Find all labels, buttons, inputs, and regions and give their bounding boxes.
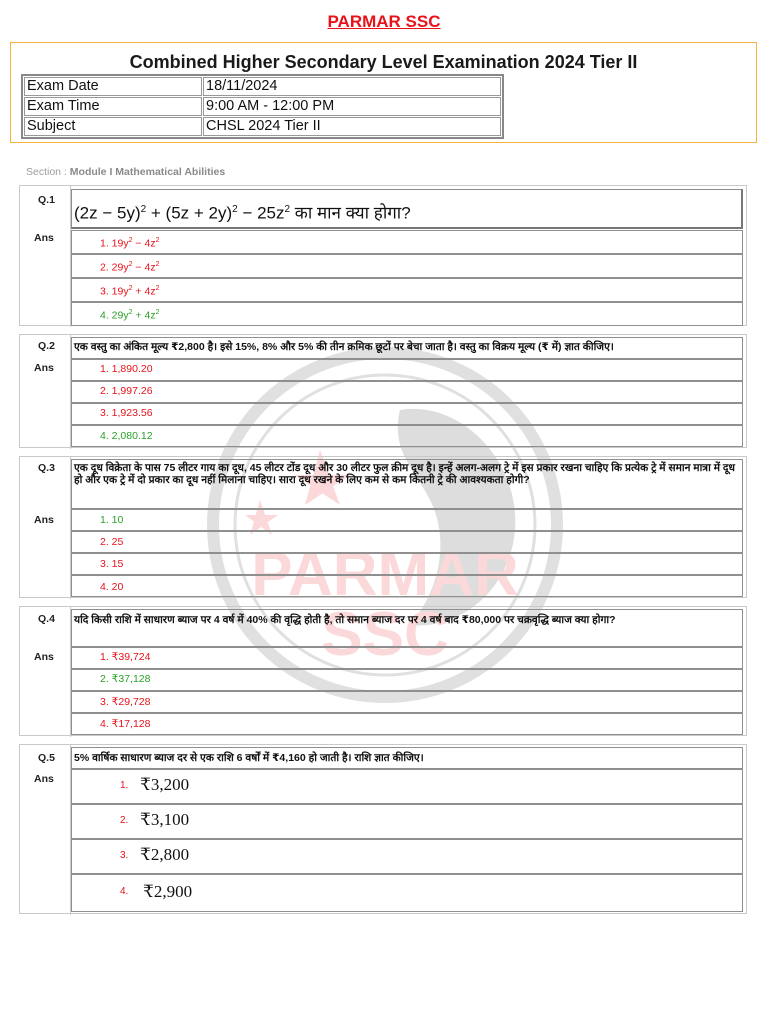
question-text: एक दूध विक्रेता के पास 75 लीटर गाय का दूध, 45 लीटर टोंड दूध और 30 लीटर फुल क्रीम दूध है। इन्हें अलग-अलग ट्रे में इस प्रकार रखना चाहिए कि प्रत्येक ट्रे में समान मात्रा में दूध हो और एक ट्रे में दो प्रकार का दूध नहीं मिलाना चाहिए। सारा दूध रखने के लिए कम से कम कितनी ट्रे की आवश्यकता होगी?	[74, 462, 735, 486]
brand-title: PARMAR SSC	[327, 12, 441, 31]
info-value: 18/11/2024	[203, 77, 501, 96]
watermark-text-2: SSC	[321, 600, 449, 669]
answer-label: Ans	[34, 362, 54, 374]
question-number: Q.4	[38, 613, 55, 625]
option-3: 3. $19y^2 + 4z^2$	[100, 285, 160, 298]
option-1: 1. $19y^2 - 4z^2$	[100, 237, 160, 250]
option-1: ₹3,200	[140, 775, 190, 794]
option-1: 1. ₹39,724	[100, 651, 151, 663]
option-3: 3. 15	[100, 558, 124, 570]
exam-header	[10, 42, 757, 143]
answer-label: Ans	[34, 232, 54, 244]
option-2: 2. 1,997.26	[100, 385, 153, 397]
section-label	[26, 166, 225, 178]
section-prefix: Section :	[26, 166, 70, 178]
answer-label: Ans	[34, 773, 54, 785]
option-1: 1. 1,890.20	[100, 363, 153, 375]
question-text: $(2z - 5y)^2 + (5z + 2y)^2 - 25z^2$ का मान क्या होगा?	[74, 203, 411, 223]
option-4: 4. ₹17,128	[100, 718, 151, 730]
question-block-5	[19, 744, 747, 914]
question-number: Q.1	[38, 194, 55, 206]
question-block-1	[19, 185, 747, 326]
answer-label: Ans	[34, 651, 54, 663]
info-label: Exam Date	[24, 77, 202, 96]
info-row-time	[24, 97, 501, 116]
option-4: 4. 20	[100, 581, 124, 593]
option-1-number: 1.	[120, 780, 129, 791]
option-2-correct: 2. ₹37,128	[100, 673, 151, 685]
question-number: Q.3	[38, 462, 55, 474]
option-2: ₹3,100	[140, 810, 190, 829]
option-1-correct: 1. 10	[100, 514, 124, 526]
option-2: 2. 25	[100, 536, 124, 548]
option-2-number: 2.	[120, 815, 129, 826]
option-3-number: 3.	[120, 850, 129, 861]
option-4-correct: 4. 2,080.12	[100, 430, 153, 442]
answer-label: Ans	[34, 514, 54, 526]
question-text: यदि किसी राशि में साधारण ब्याज पर 4 वर्ष में 40% की वृद्धि होती है, तो समान ब्याज दर पर 4 वर्ष बाद ₹80,000 पर चक्रवृद्धि ब्याज क्या होगा?	[74, 614, 616, 626]
section-name: Module I Mathematical Abilities	[69, 166, 226, 178]
info-label: Subject	[24, 117, 202, 136]
exam-info-table	[21, 74, 504, 139]
info-row-date	[24, 77, 501, 96]
info-value: CHSL 2024 Tier II	[203, 117, 501, 136]
option-3: ₹2,800	[140, 845, 190, 864]
option-3: 3. ₹29,728	[100, 696, 151, 708]
option-2: 2. $29y^2 - 4z^2$	[100, 261, 160, 274]
question-block-4	[19, 606, 747, 736]
info-label: Exam Time	[24, 97, 202, 116]
question-text: 5% वार्षिक साधारण ब्याज दर से एक राशि 6 वर्षों में ₹4,160 हो जाती है। राशि ज्ञात कीजिए।	[74, 752, 424, 764]
option-4-number: 4.	[120, 886, 129, 897]
info-row-subject	[24, 117, 501, 136]
info-value: 9:00 AM - 12:00 PM	[203, 97, 501, 116]
option-3: 3. 1,923.56	[100, 407, 153, 419]
question-number: Q.2	[38, 340, 55, 352]
question-block-2	[19, 334, 747, 448]
exam-title: Combined Higher Secondary Level Examination 2024 Tier II	[129, 52, 638, 72]
watermark-text-1: PARMAR	[251, 540, 519, 609]
question-block-3	[19, 456, 747, 598]
question-number: Q.5	[38, 752, 55, 764]
question-text: एक वस्तु का अंकित मूल्य ₹2,800 है। इसे 15%, 8% और 5% की तीन क्रमिक छूटों पर बेचा जाता है। वस्तु का विक्रय मूल्य (₹ में) ज्ञात कीजिए।	[74, 341, 614, 353]
option-4: ₹2,900	[143, 882, 193, 901]
option-4-correct: 4. $29y^2 + 4z^2$	[100, 309, 160, 322]
